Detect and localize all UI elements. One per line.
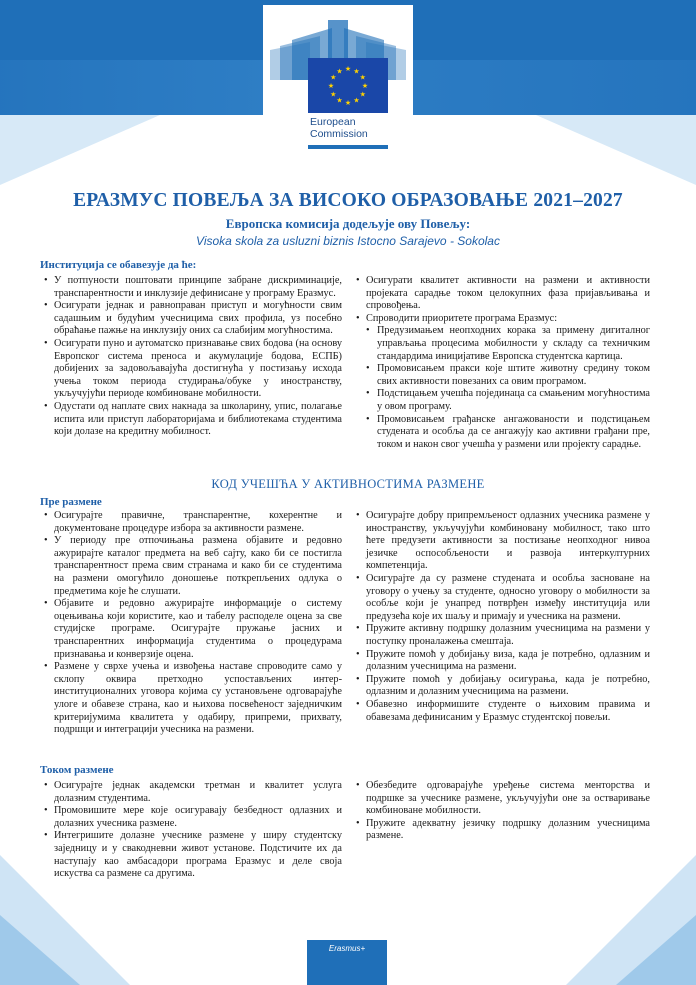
during-right-column: [356, 780, 650, 843]
before-right-column: [356, 510, 650, 724]
list-item: • Спровoдити приоритете програма Еразмус:: [356, 313, 650, 326]
footer-decor-left-inner: [0, 915, 80, 985]
list-item: • Подстицањем учешћа појединаца са смањеним могућностима у овом програму.: [366, 388, 650, 413]
list-item: • Пружите адекватну језичку подршку долазним учесницима размене.: [356, 818, 650, 843]
priorities-sublist: [366, 325, 650, 451]
eu-star-icon: ★: [330, 73, 337, 82]
list-item: • Одустати од наплате свих накнада за школарину, упис, полагање испита или приступ лабораторијама и библиотекама студентима који долазе на кредитну мобилност.: [44, 401, 342, 439]
institution-name: Visoka skola za usluzni biznis Istocno Sarajevo - Sokolac: [196, 234, 500, 248]
before-left-column: [44, 510, 342, 737]
eu-star-icon: ★: [327, 82, 335, 90]
erasmus-logo-label: Erasmus+: [328, 944, 366, 953]
list-item: • Осигурајте једнак академски третман и квалитет услуга долазним студентима.: [44, 780, 342, 805]
list-item: • Промовисањем грађанске ангажованости и подстицањем студената и особља да се ангажују као активни грађани пре, током и након свог учешћа у размени или пројекту сарадње.: [366, 414, 650, 452]
eu-star-icon: ★: [361, 82, 369, 90]
during-exchange-heading: Током размене: [40, 764, 114, 776]
logo-text: [310, 116, 420, 140]
list-item: • У потпуности поштовати принципе забране дискриминације, транспарентности и инклузије дефинисане у програму Еразмус.: [44, 275, 342, 300]
charter-subtitle: Европска комисија додељује ову Повељу:: [225, 216, 471, 231]
eu-star-icon: ★: [359, 73, 366, 82]
eu-star-icon: ★: [330, 90, 337, 99]
list-item: • Осигурати једнак и равноправан приступ и могућности свим садашњим и будућим учесницима свих профила, уз посебно обраћање пажње на инклузију оних са слабијим могућностима.: [44, 300, 342, 338]
list-item: • Интегришите долазне учеснике размене у ширу студентску заједницу и у свакодневни живот установе. Подстичите их да наступају као амбасадори програма Еразмус и деле своја искуства са размене са другима.: [44, 830, 342, 880]
eu-star-icon: ★: [353, 96, 360, 105]
exchange-section-title: КОД УЧЕШЋА У АКТИВНОСТИМА РАЗМЕНЕ: [211, 477, 485, 491]
eu-star-icon: ★: [353, 67, 360, 76]
logo-text-line1: European: [310, 116, 356, 128]
eu-star-icon: ★: [336, 67, 343, 76]
eu-star-icon: ★: [344, 65, 352, 73]
list-item: • Објавите и редовно ажурирајте информације о систему оцењивања који користите, као и табелу расподеле оцена за све студијске програме. Осигурајте пружање јасних и транспарентних информација студентима о процедурама признавања и конверзије оцена.: [44, 598, 342, 661]
logo-underline: [308, 145, 388, 149]
list-item: • Обавезно информишите студенте о њиховим правима и обавезама дефинисаним у Еразмус студентској повељи.: [356, 699, 650, 724]
list-item: • Осигурајте правичне, транспарентне, кохерентне и документоване процедуре избора за активности размене.: [44, 510, 342, 535]
list-item: • Предузимањем неопходних корака за примену дигиталног управљања процесима мобилности у складу са техничким стандардима иницијативе Европска студентска картица.: [366, 325, 650, 363]
header-decor-right: [536, 115, 696, 185]
before-exchange-heading: Пре размене: [40, 496, 102, 508]
list-item: • Размене у сврхе учења и извођења наставе спроводите само у склопу оквира претходно успостављених интер-институционалних уговора којима су установљене одговарајуће улоге и обавезе страна, као и њихова посвећеност заједничким критеријумима квалитета у одабиру, припреми, прихвату, подршци и интеграцији учесника на размени.: [44, 661, 342, 737]
logo-text-line2: Commission: [310, 128, 368, 140]
eu-star-icon: ★: [344, 99, 352, 107]
commitments-heading: Институција се обавезује да ће:: [40, 259, 197, 271]
list-item: • Пружите активну подршку долазним учесницима на размени у поступку проналажења смештаја.: [356, 623, 650, 648]
list-item: • Осигурајте да су размене студената и особља засноване на уговору о учењу за студенте, односно уговору о мобилности за особље који је унапред потврђен између институција или предузећа које их шаљу и примају и учесника на размени.: [356, 573, 650, 623]
eu-star-icon: ★: [336, 96, 343, 105]
eu-stars-icon: [308, 58, 388, 113]
header-decor-left: [0, 115, 160, 185]
list-item: • Промовишите мере које осигуравају безбедност одлазних и долазних учесника размене.: [44, 805, 342, 830]
list-item: • Обезбедите одговарајуће уређење система менторства и подршке за учеснике размене, укључујући оне за остваривање комбиноване мобилности.: [356, 780, 650, 818]
list-item: • Осигурати пуно и аутоматско признавање свих бодова (на основу Европског система преноса и акумулације бодова, ЕСПБ) добијених за задовољавајућа достигнућа у постизању исхода учења током периода студирања/обуке у иностранству, укључујући периоде комбиноване мобилности.: [44, 338, 342, 401]
eu-star-icon: ★: [359, 90, 366, 99]
list-item: • Осигурати квалитет активности на размени и активности пројеката сарадње током целокупних фаза пријављивања и спровођења.: [356, 275, 650, 313]
commitments-left-column: [44, 275, 342, 439]
charter-title: ЕРАЗМУС ПОВЕЉА ЗА ВИСОКО ОБРАЗОВАЊЕ 2021–2027: [73, 190, 623, 211]
commitments-right-column: [356, 275, 650, 451]
list-item: • У периоду пре отпочињања размена објавите и редовно ажурирајте каталог предмета на веб сајту, како би се постигла транспарентност према свим странама и како би се студентима на размени омогућило доношење поткрепљених одлука о предметима које ће слушати.: [44, 535, 342, 598]
footer-decor-right-inner: [616, 915, 696, 985]
list-item: • Промовисањем пракси које штите животну средину током свих активности повезаних са овим програмом.: [366, 363, 650, 388]
list-item: • Осигурајте добру припремљеност одлазних учесника размене у иностранству, укључујући комбиновану мобилност, тако што ћете предузети активности за постизање неопходног нивоа језичке оспособљености и развоја интеркултурних компетенција.: [356, 510, 650, 573]
list-item: • Пружите помоћ у добијању виза, када је потребно, одлазним и долазним учесницима на размени.: [356, 649, 650, 674]
list-item: • Пружите помоћ у добијању осигурања, када је потребно, одлазним и долазним учесницима на размени.: [356, 674, 650, 699]
